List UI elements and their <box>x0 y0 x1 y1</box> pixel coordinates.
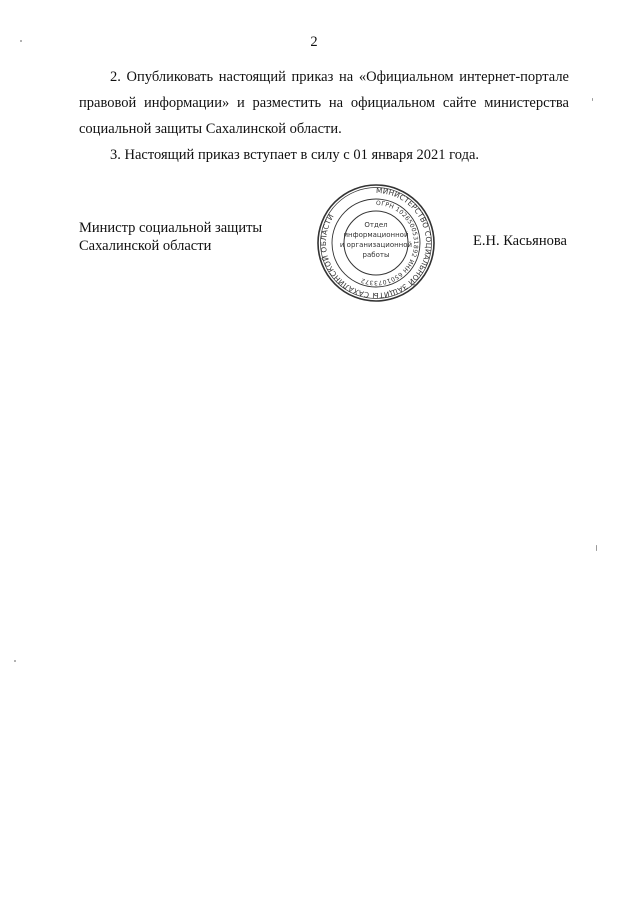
scan-speck <box>596 545 597 551</box>
seal-center-line-3: и организационной <box>339 241 413 249</box>
scan-speck <box>20 40 22 42</box>
seal-outer-text: МИНИСТЕРСТВО СОЦИАЛЬНОЙ ЗАЩИТЫ САХАЛИНСКОЙ ОБЛАСТИ <box>318 185 434 301</box>
seal-inner-text: ОГРН 1026500531892 ИНН 6501073372 <box>359 199 420 287</box>
official-seal <box>314 183 438 303</box>
signer-name: Е.Н. Касьянова <box>473 233 567 249</box>
body-text <box>79 64 569 168</box>
signer-title-line-1: Министр социальной защиты <box>79 220 263 236</box>
seal-center-line-4: работы <box>362 251 390 259</box>
seal-center-line-2: информационной <box>343 231 409 239</box>
scan-speck <box>14 660 16 662</box>
seal-center-line-1: Отдел <box>364 221 388 229</box>
signer-title <box>79 219 262 255</box>
paragraph-effective-date: 3. Настоящий приказ вступает в силу с 01 января 2021 года. <box>110 147 480 163</box>
page-number: 2 <box>310 34 318 50</box>
signer-title-line-2: Сахалинской области <box>79 238 212 254</box>
seal-stamp-icon <box>314 183 438 303</box>
paragraph-publish: 2. Опубликовать настоящий приказ на «Официальном интернет-портале правовой информации» и разместить на официальном сайте министерства социальной защиты Сахалинской области. <box>79 69 569 137</box>
scan-speck <box>592 98 593 101</box>
